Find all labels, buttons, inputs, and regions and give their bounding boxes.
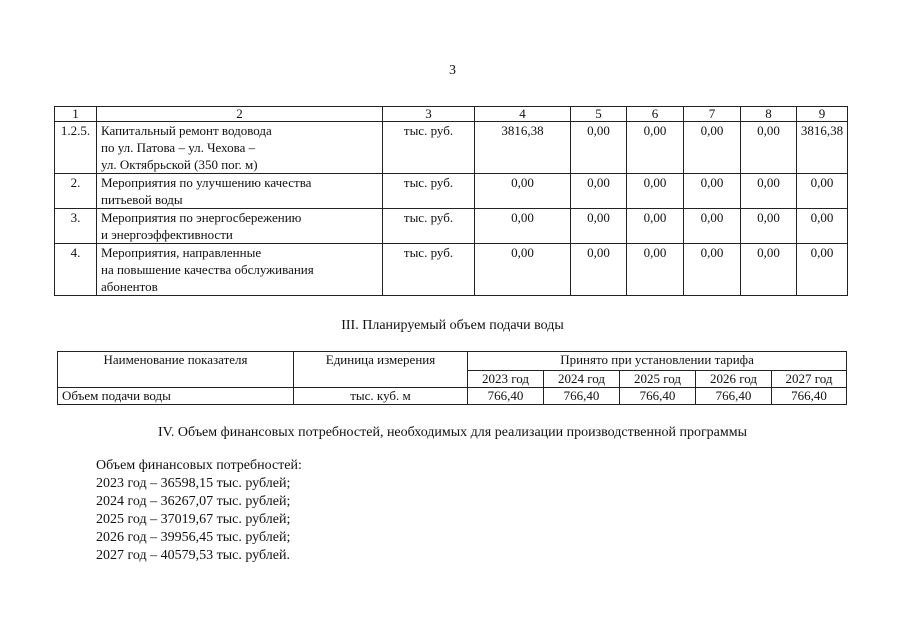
measure-name-line: абонентов xyxy=(101,279,158,294)
value-cell: 0,00 xyxy=(571,174,627,209)
finance-line: 2024 год – 36267,07 тыс. рублей; xyxy=(96,494,291,509)
header-year: 2025 год xyxy=(620,371,696,388)
measure-name xyxy=(97,174,383,209)
measure-name-line: Мероприятия, направленные xyxy=(101,245,262,260)
value-cell: 766,40 xyxy=(620,388,696,405)
value-cell: 0,00 xyxy=(741,174,797,209)
value-cell: 0,00 xyxy=(475,244,571,296)
column-number-cell: 1 xyxy=(55,107,97,122)
value-cell: 0,00 xyxy=(797,209,848,244)
value-cell: 0,00 xyxy=(684,209,741,244)
column-number-cell: 8 xyxy=(741,107,797,122)
header-year: 2026 год xyxy=(696,371,772,388)
column-number-cell: 6 xyxy=(627,107,684,122)
finance-line: 2026 год – 39956,45 тыс. рублей; xyxy=(96,530,291,545)
value-cell: 766,40 xyxy=(696,388,772,405)
finance-line: 2025 год – 37019,67 тыс. рублей; xyxy=(96,512,291,527)
program-measures-table xyxy=(54,106,848,296)
header-year: 2024 год xyxy=(544,371,620,388)
row-number: 4. xyxy=(55,244,97,296)
column-number-cell: 5 xyxy=(571,107,627,122)
measure-name-line: и энергоэффективности xyxy=(101,227,233,242)
table-header-row xyxy=(55,107,848,122)
value-cell: 0,00 xyxy=(571,122,627,174)
column-number-cell: 7 xyxy=(684,107,741,122)
section-iv-title: IV. Объем финансовых потребностей, необходимых для реализации производственной программы xyxy=(157,425,748,440)
table-row xyxy=(58,388,847,405)
measure-name-line: по ул. Патова – ул. Чехова – xyxy=(101,140,256,155)
measure-name xyxy=(97,122,383,174)
header-tariff-group: Принято при установлении тарифа xyxy=(468,352,847,371)
header-indicator-name: Наименование показателя xyxy=(58,352,294,388)
table-row xyxy=(55,244,848,296)
row-number: 2. xyxy=(55,174,97,209)
value-cell: 0,00 xyxy=(741,244,797,296)
measure-name-line: Мероприятия по энергосбережению xyxy=(101,210,302,225)
measure-name-line: на повышение качества обслуживания xyxy=(101,262,314,277)
indicator-unit: тыс. куб. м xyxy=(294,388,468,405)
water-supply-volume-table xyxy=(57,351,847,405)
value-cell: 0,00 xyxy=(741,122,797,174)
value-cell: 0,00 xyxy=(627,209,684,244)
finance-line: 2027 год – 40579,53 тыс. рублей. xyxy=(96,548,290,563)
value-cell: 0,00 xyxy=(741,209,797,244)
value-cell: 766,40 xyxy=(772,388,847,405)
header-year: 2023 год xyxy=(468,371,544,388)
table-row xyxy=(55,174,848,209)
table-row xyxy=(55,122,848,174)
measure-name-line: питьевой воды xyxy=(101,192,183,207)
value-cell: 0,00 xyxy=(684,122,741,174)
value-cell: 0,00 xyxy=(684,244,741,296)
measure-name xyxy=(97,244,383,296)
column-number-cell: 3 xyxy=(383,107,475,122)
value-cell: 766,40 xyxy=(468,388,544,405)
column-number-cell: 9 xyxy=(797,107,848,122)
header-year: 2027 год xyxy=(772,371,847,388)
header-unit: Единица измерения xyxy=(294,352,468,388)
value-cell: 0,00 xyxy=(475,209,571,244)
value-cell: 0,00 xyxy=(571,209,627,244)
section-iii-title: III. Планируемый объем подачи воды xyxy=(341,318,564,333)
unit-cell: тыс. руб. xyxy=(383,122,475,174)
measure-name-line: Мероприятия по улучшению качества xyxy=(101,175,312,190)
value-cell: 0,00 xyxy=(571,244,627,296)
table-row xyxy=(55,209,848,244)
column-number-cell: 2 xyxy=(97,107,383,122)
indicator-name: Объем подачи воды xyxy=(58,388,294,405)
measure-name-line: Капитальный ремонт водовода xyxy=(101,123,272,138)
value-cell: 0,00 xyxy=(627,122,684,174)
column-number-cell: 4 xyxy=(475,107,571,122)
unit-cell: тыс. руб. xyxy=(383,209,475,244)
value-cell: 3816,38 xyxy=(797,122,848,174)
page-number: 3 xyxy=(449,63,456,78)
finance-heading: Объем финансовых потребностей: xyxy=(96,458,302,473)
unit-cell: тыс. руб. xyxy=(383,174,475,209)
unit-cell: тыс. руб. xyxy=(383,244,475,296)
value-cell: 0,00 xyxy=(627,244,684,296)
value-cell: 0,00 xyxy=(475,174,571,209)
finance-list xyxy=(96,457,302,565)
value-cell: 0,00 xyxy=(627,174,684,209)
value-cell: 0,00 xyxy=(684,174,741,209)
row-number: 3. xyxy=(55,209,97,244)
value-cell: 766,40 xyxy=(544,388,620,405)
row-number: 1.2.5. xyxy=(55,122,97,174)
value-cell: 0,00 xyxy=(797,244,848,296)
measure-name xyxy=(97,209,383,244)
value-cell: 0,00 xyxy=(797,174,848,209)
measure-name-line: ул. Октябрьской (350 пог. м) xyxy=(101,157,258,172)
value-cell: 3816,38 xyxy=(475,122,571,174)
finance-line: 2023 год – 36598,15 тыс. рублей; xyxy=(96,476,291,491)
